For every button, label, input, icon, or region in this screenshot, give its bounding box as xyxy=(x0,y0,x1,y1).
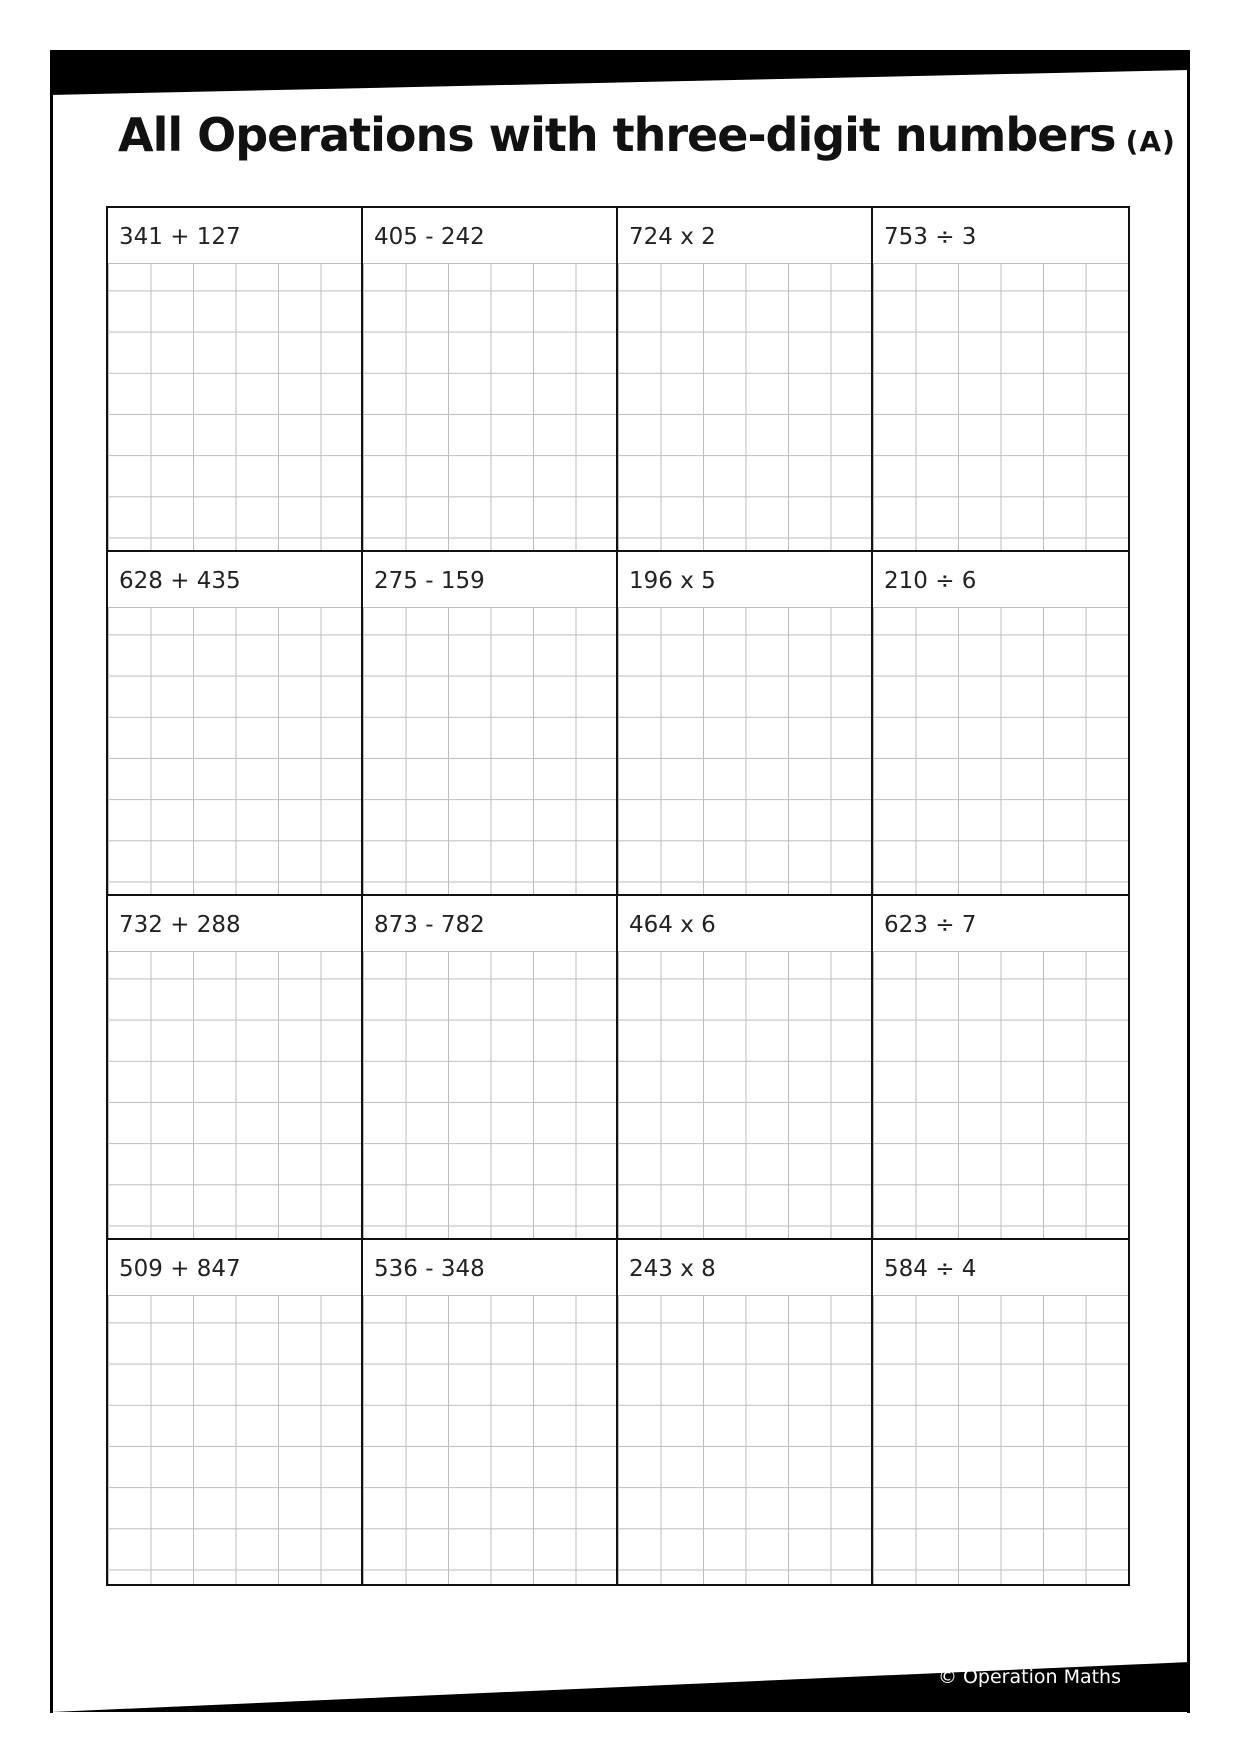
problem-cell[interactable] xyxy=(108,208,363,552)
problem-header xyxy=(108,896,361,952)
problem-text: 243 x 8 xyxy=(629,1256,716,1282)
problem-text: 275 - 159 xyxy=(374,568,485,594)
problem-header xyxy=(618,1240,871,1296)
problem-cell[interactable] xyxy=(363,896,618,1240)
problem-cell[interactable] xyxy=(363,1240,618,1584)
problem-text: 509 + 847 xyxy=(119,1256,241,1282)
problem-text: 464 x 6 xyxy=(629,912,716,938)
problem-cell[interactable] xyxy=(618,896,873,1240)
problem-header xyxy=(873,1240,1128,1296)
problem-header xyxy=(363,896,616,952)
problem-header xyxy=(108,552,361,608)
problem-header xyxy=(108,1240,361,1296)
problem-text: 536 - 348 xyxy=(374,1256,485,1282)
problem-cell[interactable] xyxy=(873,896,1128,1240)
problem-cell[interactable] xyxy=(363,552,618,896)
problem-header xyxy=(108,208,361,264)
problem-cell[interactable] xyxy=(873,552,1128,896)
problem-cell[interactable] xyxy=(108,1240,363,1584)
problem-header xyxy=(363,208,616,264)
title-suffix: (A) xyxy=(1125,125,1176,158)
problem-text: 873 - 782 xyxy=(374,912,485,938)
problem-header xyxy=(873,552,1128,608)
title-text: All Operations with three-digit numbers xyxy=(118,108,1116,162)
problem-cell[interactable] xyxy=(108,896,363,1240)
problem-cell[interactable] xyxy=(363,208,618,552)
top-band xyxy=(50,50,1190,95)
problem-header xyxy=(618,552,871,608)
problem-cell[interactable] xyxy=(873,1240,1128,1584)
problem-cell[interactable] xyxy=(618,208,873,552)
problem-text: 196 x 5 xyxy=(629,568,716,594)
problem-text: 405 - 242 xyxy=(374,224,485,250)
problem-text: 210 ÷ 6 xyxy=(884,568,977,594)
problem-text: 623 ÷ 7 xyxy=(884,912,977,938)
problem-cell[interactable] xyxy=(618,552,873,896)
problem-header xyxy=(873,208,1128,264)
problem-cell[interactable] xyxy=(873,208,1128,552)
problem-text: 628 + 435 xyxy=(119,568,241,594)
worksheet-grid xyxy=(106,206,1130,1586)
page-title xyxy=(118,108,1176,178)
problem-text: 724 x 2 xyxy=(629,224,716,250)
copyright-text: © Operation Maths xyxy=(937,1666,1121,1688)
problem-text: 341 + 127 xyxy=(119,224,241,250)
problem-cell[interactable] xyxy=(618,1240,873,1584)
problem-cell[interactable] xyxy=(108,552,363,896)
problem-header xyxy=(363,552,616,608)
problem-text: 753 ÷ 3 xyxy=(884,224,977,250)
problem-header xyxy=(873,896,1128,952)
problem-text: 732 + 288 xyxy=(119,912,241,938)
problem-header xyxy=(618,896,871,952)
problem-header xyxy=(363,1240,616,1296)
problem-header xyxy=(618,208,871,264)
problem-text: 584 ÷ 4 xyxy=(884,1256,977,1282)
